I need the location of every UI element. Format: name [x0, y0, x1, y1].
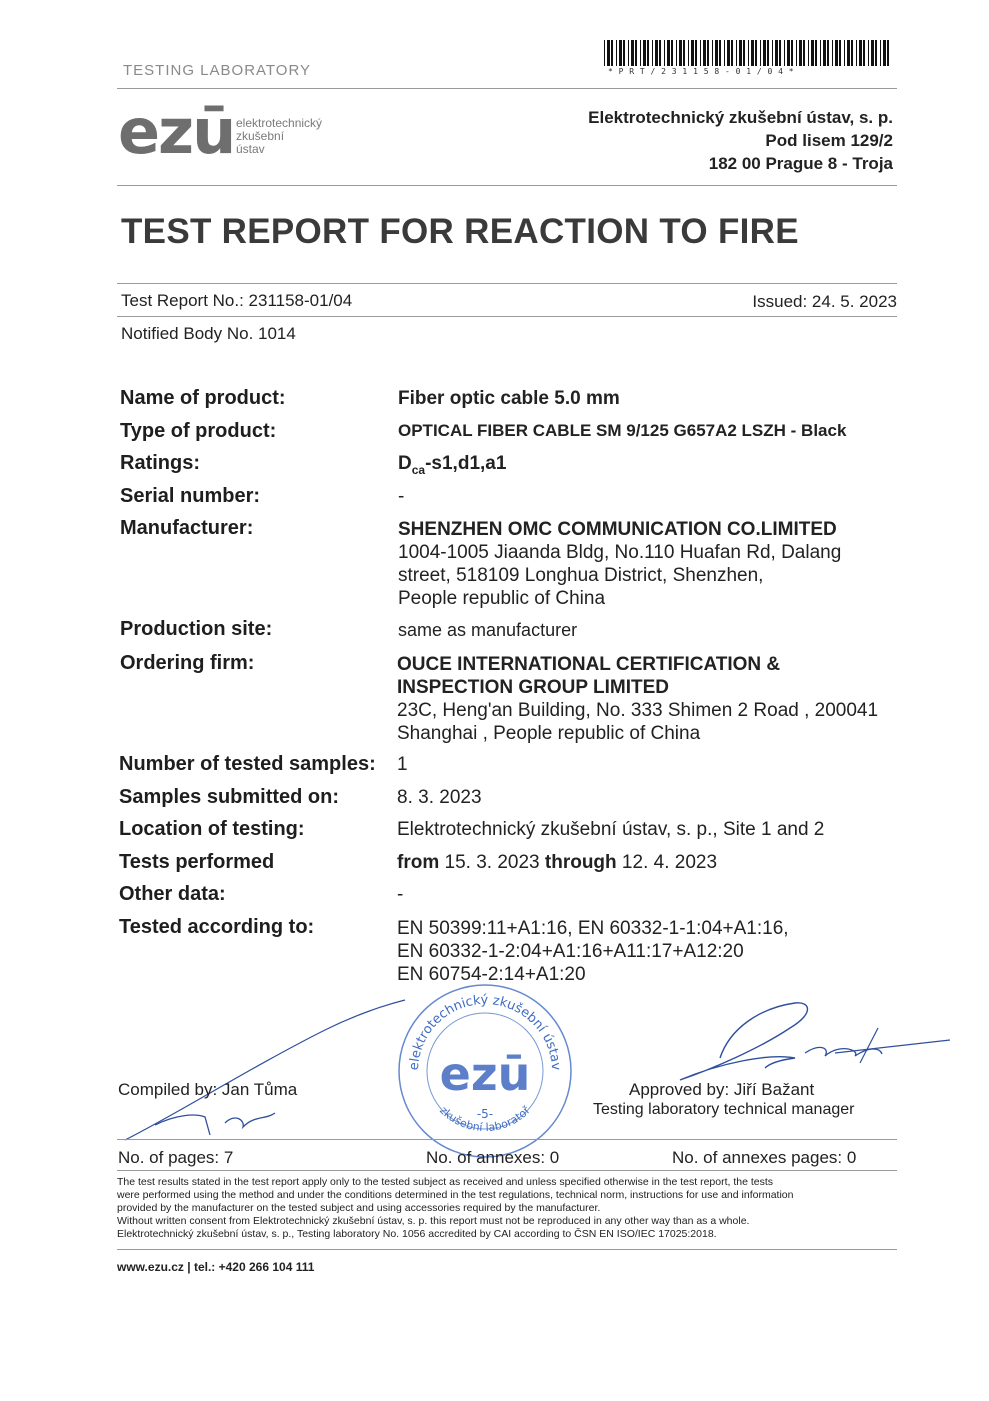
barcode-bar [655, 40, 658, 66]
barcode-bar [719, 40, 721, 66]
barcode-bar [679, 40, 682, 66]
serial-label: Serial number: [120, 485, 261, 507]
barcode-bar [736, 40, 737, 66]
location-label: Location of testing: [119, 818, 305, 840]
approver-role: Testing laboratory technical manager [593, 1101, 855, 1118]
barcode-bar [659, 40, 661, 66]
standard-line-1: EN 50399:11+A1:16, EN 60332-1-1:04+A1:16, [397, 918, 789, 939]
stamp-number: -5- [476, 1107, 494, 1121]
barcode-bar [859, 40, 862, 66]
barcode-bar [767, 40, 769, 66]
serial-value: - [398, 486, 405, 507]
ratings-label: Ratings: [120, 452, 200, 474]
compiled-by: Compiled by: Jan Tůma [118, 1080, 298, 1099]
barcode-bar [700, 40, 701, 66]
stamp-logo: ezū [439, 1047, 531, 1101]
barcode-bar [652, 40, 653, 66]
official-stamp [396, 982, 574, 1160]
samples-value: 1 [397, 754, 408, 775]
logo-sub-1: elektrotechnický [236, 116, 323, 130]
product-name-value: Fiber optic cable 5.0 mm [398, 388, 620, 409]
address-line-3: 182 00 Prague 8 - Troja [708, 154, 893, 173]
barcode-bar [616, 40, 617, 66]
tests-value: from 15. 3. 2023 through 12. 4. 2023 [397, 852, 718, 873]
barcode-bar [827, 40, 829, 66]
approver-signature [620, 998, 955, 1088]
barcode-bar [703, 40, 706, 66]
barcode-bar [803, 40, 805, 66]
production-value: same as manufacturer [398, 620, 578, 640]
product-type-value: OPTICAL FIBER CABLE SM 9/125 G657A2 LSZH - Black [398, 421, 847, 440]
barcode-bar [755, 40, 757, 66]
barcode-bar [844, 40, 845, 66]
barcode-bar [820, 40, 821, 66]
standard-line-3: EN 60754-2:14+A1:20 [397, 964, 586, 985]
ezu-logo [118, 95, 358, 168]
barcode-bar [875, 40, 877, 66]
disclaimer-line-4: Without written consent from Elektrotechnický zkušební ústav, s. p. this report must not be reproduced in any other way than as a whole. [117, 1215, 750, 1227]
barcode-bar [880, 40, 881, 66]
ordering-label: Ordering firm: [120, 652, 255, 674]
contact-separator: | [187, 1260, 194, 1274]
barcode-bar [791, 40, 793, 66]
disclaimer-line-2: were performed using the method and under the conditions determined in the test regulations, technical norm, instructions for use and information [117, 1189, 794, 1201]
barcode-bar [743, 40, 745, 66]
barcode-bar [623, 40, 625, 66]
barcode-bar [887, 40, 889, 66]
barcode-bar [748, 40, 749, 66]
barcode-bar [883, 40, 886, 66]
manufacturer-name: SHENZHEN OMC COMMUNICATION CO.LIMITED [398, 519, 837, 540]
logo-mark: ezū [118, 95, 235, 168]
barcode-bar [796, 40, 797, 66]
barcode-bar [731, 40, 733, 66]
barcode-bar [695, 40, 697, 66]
barcode-bar [847, 40, 850, 66]
location-value: Elektrotechnický zkušební ústav, s. p., Site 1 and 2 [397, 819, 825, 840]
barcode [604, 40, 890, 66]
lab-caption: TESTING LABORATORY [123, 62, 312, 79]
product-type-label: Type of product: [120, 420, 277, 442]
barcode-bar [871, 40, 874, 66]
barcode-bar [775, 40, 778, 66]
barcode-bar [739, 40, 742, 66]
production-label: Production site: [120, 618, 273, 640]
notified-body: Notified Body No. 1014 [121, 324, 296, 343]
barcode-bar [832, 40, 833, 66]
barcode-bar [619, 40, 622, 66]
disclaimer [117, 1176, 907, 1241]
manufacturer-value [398, 518, 841, 610]
standard-line-2: EN 60332-1-2:04+A1:16+A11:17+A12:20 [397, 941, 744, 962]
approved-by: Approved by: Jiří Bažant [629, 1080, 815, 1099]
barcode-bar [631, 40, 634, 66]
barcode-bar [808, 40, 809, 66]
barcode-bar [667, 40, 670, 66]
barcode-bar [691, 40, 694, 66]
disclaimer-line-3: provided by the manufacturer on the tested subject and using accessories required by the manufacturer. [117, 1202, 601, 1214]
standards-label: Tested according to: [119, 916, 315, 938]
barcode-bar [640, 40, 641, 66]
barcode-bar [815, 40, 817, 66]
barcode-bar [835, 40, 838, 66]
barcode-bar [763, 40, 766, 66]
barcode-bar [643, 40, 646, 66]
address-line-2: Pod lisem 129/2 [765, 131, 893, 150]
barcode-bar [664, 40, 665, 66]
address-line-1: Elektrotechnický zkušební ústav, s. p. [588, 108, 893, 127]
ordering-name-2: INSPECTION GROUP LIMITED [397, 677, 670, 698]
institute-address [588, 106, 893, 175]
manufacturer-addr-2: street, 518109 Longhua District, Shenzhen, [398, 565, 764, 586]
barcode-bar [839, 40, 841, 66]
barcode-bar [784, 40, 785, 66]
barcode-bar [779, 40, 781, 66]
manufacturer-addr-1: 1004-1005 Jiaanda Bldg, No.110 Huafan Rd, Dalang [398, 542, 842, 563]
barcode-bar [683, 40, 685, 66]
barcode-bar [611, 40, 613, 66]
barcode-text: * P R T / 2 3 1 1 5 8 - 0 1 / 0 4 * [608, 67, 795, 76]
page-count: No. of pages: 7 [118, 1148, 234, 1167]
annex-count: No. of annexes: 0 [426, 1148, 560, 1167]
barcode-bar [727, 40, 730, 66]
barcode-bar [851, 40, 853, 66]
manufacturer-addr-3: People republic of China [398, 588, 606, 609]
standards-value [397, 917, 789, 986]
submitted-label: Samples submitted on: [119, 786, 340, 808]
ratings-value: $D_{ca}-s1,d1,a1$ [398, 453, 507, 477]
page-title: TEST REPORT FOR REACTION TO FIRE [121, 212, 799, 251]
barcode-bar [604, 40, 605, 66]
barcode-bar [688, 40, 689, 66]
logo-sub-2: zkušební [236, 129, 285, 143]
stamp-bottom-text: zkušební laboratoř [437, 1103, 533, 1135]
other-label: Other data: [119, 883, 226, 905]
barcode-bar [707, 40, 709, 66]
product-name-label: Name of product: [120, 387, 286, 409]
barcode-bar [811, 40, 814, 66]
stamp-top-text: elektrotechnický zkušební ústav [406, 992, 564, 1071]
barcode-bar [607, 40, 610, 66]
barcode-bar [868, 40, 869, 66]
barcode-bar [760, 40, 761, 66]
ordering-value [397, 653, 878, 745]
barcode-bar [856, 40, 857, 66]
compiler-signature [115, 995, 415, 1145]
barcode-bar [647, 40, 649, 66]
barcode-bar [671, 40, 673, 66]
manufacturer-label: Manufacturer: [120, 517, 254, 539]
contact-line [117, 1260, 314, 1274]
disclaimer-line-1: The test results stated in the test report apply only to the tested subject as received and unless specified otherwise in the test report, the tests [117, 1176, 774, 1188]
ordering-name-1: OUCE INTERNATIONAL CERTIFICATION & [397, 654, 781, 675]
barcode-bar [863, 40, 865, 66]
phone-number: tel.: +420 266 104 111 [193, 1260, 315, 1274]
annex-pages-count: No. of annexes pages: 0 [672, 1148, 857, 1167]
barcode-bar [751, 40, 754, 66]
barcode-bar [724, 40, 725, 66]
disclaimer-line-5: Elektrotechnický zkušební ústav, s. p., Testing laboratory No. 1056 accredited by CAI according to ČSN EN ISO/IEC 17025:2018. [117, 1228, 717, 1240]
barcode-bar [787, 40, 790, 66]
ordering-addr-1: 23C, Heng'an Building, No. 333 Shimen 2 Road , 200041 [397, 700, 879, 721]
ordering-addr-2: Shanghai , People republic of China [397, 723, 701, 744]
report-number: Test Report No.: 231158-01/04 [121, 291, 353, 310]
website-link[interactable]: www.ezu.cz [117, 1260, 184, 1274]
samples-label: Number of tested samples: [119, 753, 376, 775]
barcode-bar [635, 40, 637, 66]
logo-sub-3: ústav [236, 142, 265, 156]
barcode-bar [823, 40, 826, 66]
issued-date: Issued: 24. 5. 2023 [752, 292, 897, 311]
tests-label: Tests performed [119, 851, 275, 873]
barcode-bar [712, 40, 713, 66]
barcode-bar [772, 40, 773, 66]
submitted-value: 8. 3. 2023 [397, 787, 482, 808]
barcode-bar [715, 40, 718, 66]
barcode-bar [676, 40, 677, 66]
barcode-bar [799, 40, 802, 66]
barcode-bar [628, 40, 629, 66]
other-value: - [397, 884, 404, 905]
